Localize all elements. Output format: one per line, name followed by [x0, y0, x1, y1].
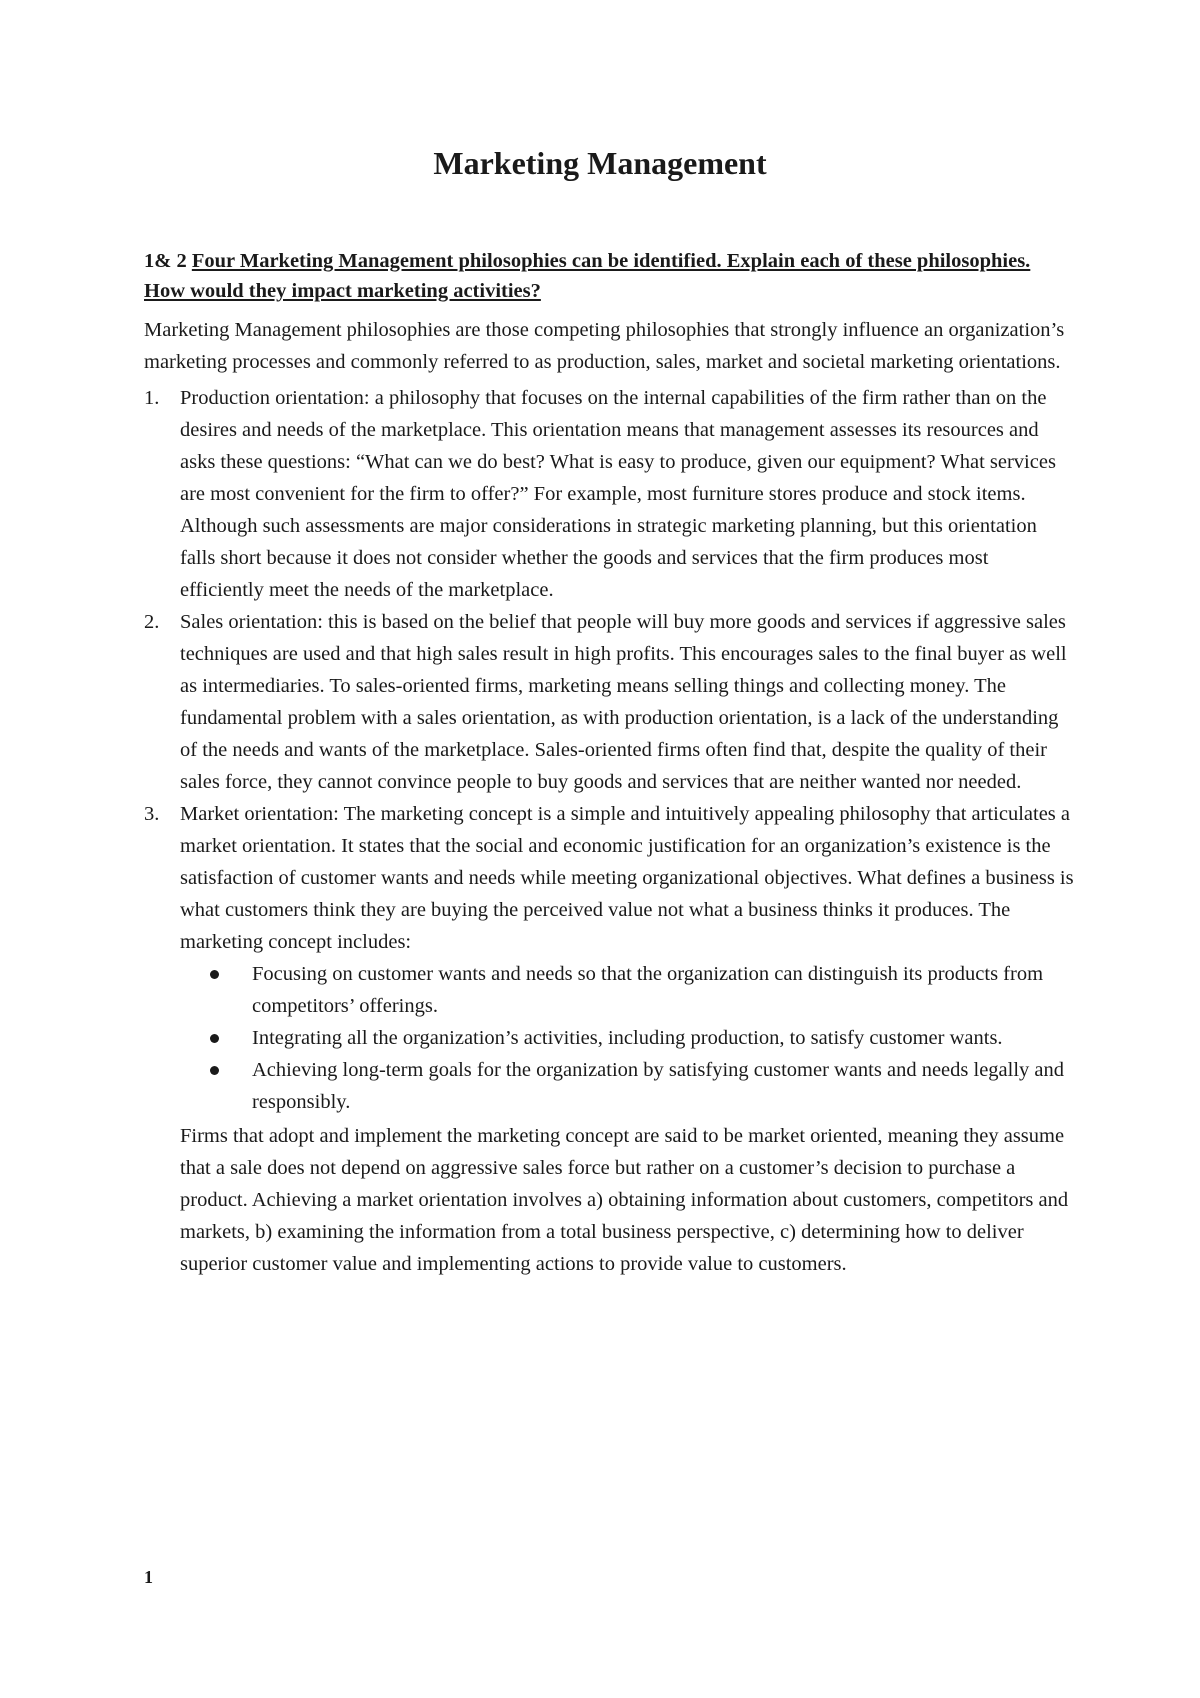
question-text: Four Marketing Management philosophies can be identified. Explain each of these philosophies. How would they impact marketing activities?	[144, 250, 1031, 302]
list-item-market	[144, 798, 1074, 958]
bullet-item	[252, 958, 1074, 1022]
list-item-number: 3.	[144, 803, 160, 825]
bullet-text: Focusing on customer wants and needs so that the organization can distinguish its products from competitors’ offerings.	[252, 963, 1044, 1017]
marketing-concept-bullets	[144, 958, 1074, 1118]
document-body	[144, 246, 1074, 1280]
intro-paragraph: Marketing Management philosophies are those competing philosophies that strongly influence an organization’s marketing processes and commonly referred to as production, sales, market and societal marketing orientations.	[144, 319, 1065, 373]
question-heading	[144, 246, 1074, 306]
philosophy-list	[144, 382, 1074, 958]
bullet-item	[252, 1054, 1074, 1118]
list-item-production	[144, 382, 1074, 606]
list-item-number: 1.	[144, 387, 160, 409]
bullet-dot-icon	[210, 1034, 219, 1043]
list-item-text: Production orientation: a philosophy that focuses on the internal capabilities of the firm rather than on the desires and needs of the marketplace. This orientation means that management assesses its resources and asks these questions: “What can we do best? What is easy to produce, given our equipment? What services are most convenient for the firm to offer?” For example, most furniture stores produce and stock items. Although such assessments are major considerations in strategic marketing planning, but this orientation falls short because it does not consider whether the goods and services that the firm produces most efficiently meet the needs of the marketplace.	[180, 387, 1056, 601]
list-item-number: 2.	[144, 611, 160, 633]
list-item-text: Market orientation: The marketing concept is a simple and intuitively appealing philosophy that articulates a market orientation. It states that the social and economic justification for an organization’s existence is the satisfaction of customer wants and needs while meeting organizational objectives. What defines a business is what customers think they are buying the perceived value not what a business thinks it produces. The marketing concept includes:	[180, 803, 1074, 953]
bullet-text: Integrating all the organization’s activities, including production, to satisfy customer wants.	[252, 1027, 1003, 1049]
list-item-text: Sales orientation: this is based on the belief that people will buy more goods and services if aggressive sales techniques are used and that high sales result in high profits. This encourages sales to the final buyer as well as intermediaries. To sales-oriented firms, marketing means selling things and collecting money. The fundamental problem with a sales orientation, as with production orientation, is a lack of the understanding of the needs and wants of the marketplace. Sales-oriented firms often find that, despite the quality of their sales force, they cannot convince people to buy goods and services that are neither wanted nor needed.	[180, 611, 1067, 793]
bullet-item	[252, 1022, 1074, 1054]
page-number: 1	[144, 1567, 153, 1587]
bullet-text: Achieving long-term goals for the organization by satisfying customer wants and needs legally and responsibly.	[252, 1059, 1065, 1113]
document-title: Marketing Management	[433, 145, 767, 181]
closing-paragraph: Firms that adopt and implement the marketing concept are said to be market oriented, meaning they assume that a sale does not depend on aggressive sales force but rather on a customer’s decision to purchase a product. Achieving a market orientation involves a) obtaining information about customers, competitors and markets, b) examining the information from a total business perspective, c) determining how to deliver superior customer value and implementing actions to provide value to customers.	[180, 1125, 1069, 1275]
list-item-sales	[144, 606, 1074, 798]
question-number: 1& 2	[144, 250, 187, 272]
bullet-dot-icon	[210, 970, 219, 979]
bullet-dot-icon	[210, 1066, 219, 1075]
